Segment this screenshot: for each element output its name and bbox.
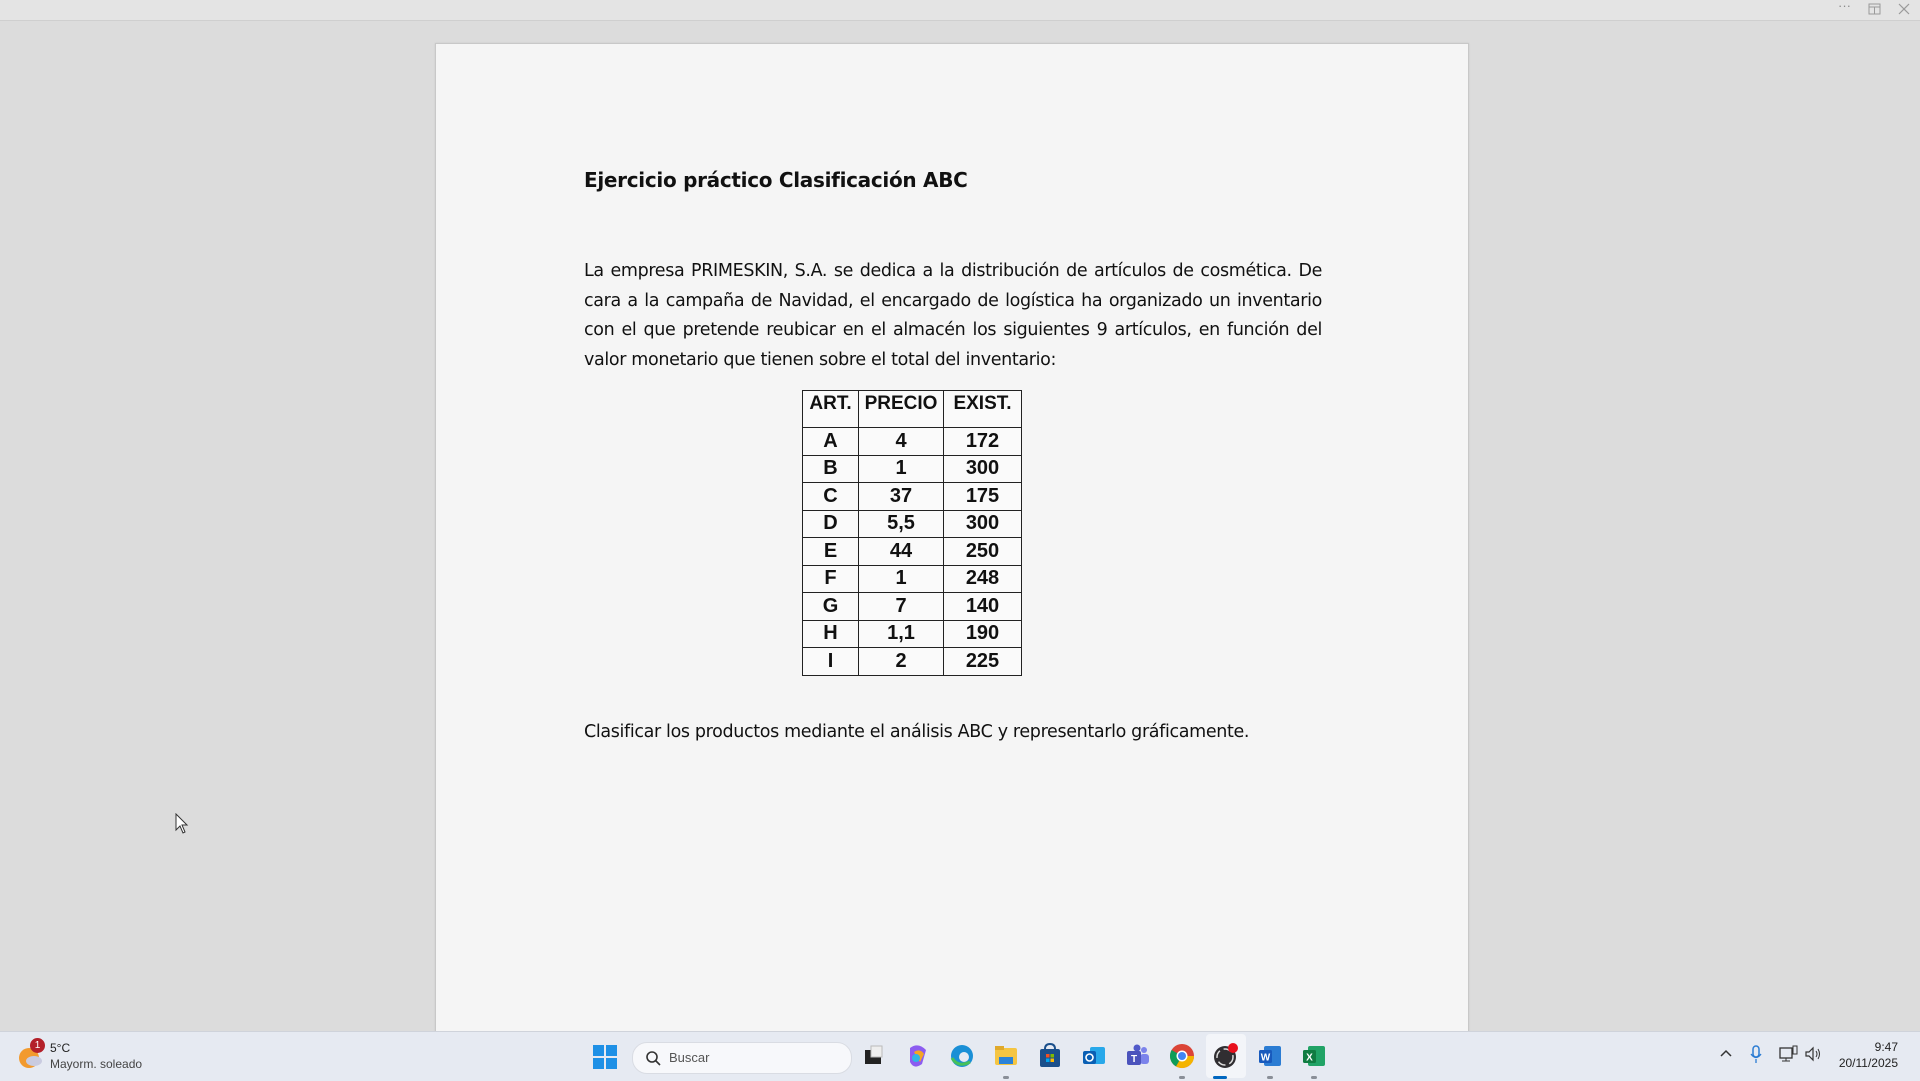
edge-icon[interactable] xyxy=(948,1042,976,1070)
copilot-icon[interactable] xyxy=(904,1042,932,1070)
running-indicator xyxy=(1179,1076,1185,1079)
cell-art: B xyxy=(803,455,859,483)
cell-art: D xyxy=(803,510,859,538)
volume-icon[interactable] xyxy=(1804,1046,1822,1062)
clock-date: 20/11/2025 xyxy=(1838,1056,1898,1070)
chevron-up-icon[interactable] xyxy=(1719,1048,1733,1058)
running-indicator xyxy=(1003,1076,1009,1079)
search-icon xyxy=(645,1050,661,1066)
table-row xyxy=(803,648,1022,676)
clock-time: 9:47 xyxy=(1874,1040,1898,1054)
taskbar xyxy=(0,1031,1920,1081)
teams-icon[interactable] xyxy=(1124,1042,1152,1070)
svg-text:T: T xyxy=(1130,1054,1138,1065)
table-row xyxy=(803,593,1022,621)
svg-text:W: W xyxy=(1260,1052,1271,1064)
more-options-button[interactable]: ··· xyxy=(1838,0,1851,13)
weather-desc: Mayorm. soleado xyxy=(50,1057,143,1071)
cell-precio: 37 xyxy=(859,483,944,511)
header-art: ART. xyxy=(803,391,859,428)
cell-exist: 225 xyxy=(944,648,1022,676)
document-paragraph: La empresa PRIMESKIN, S.A. se dedica a la distribución de artículos de cosmética. De cara a la campaña de Navidad, el encargado de logística ha organizado un inventario con el que pretende reubicar en el almacén los siguientes 9 artículos, en función del valor monetario que tienen sobre el total del inventario: xyxy=(584,261,1322,370)
windows-start-icon[interactable] xyxy=(592,1044,620,1072)
cell-exist: 250 xyxy=(944,538,1022,566)
cell-precio: 1 xyxy=(859,565,944,593)
active-indicator xyxy=(1213,1076,1227,1079)
weather-temp: 5°C xyxy=(50,1041,71,1055)
cell-art: C xyxy=(803,483,859,511)
system-clock[interactable] xyxy=(1839,1039,1898,1071)
cell-art: H xyxy=(803,620,859,648)
table-row xyxy=(803,538,1022,566)
word-icon[interactable] xyxy=(1256,1042,1284,1070)
network-icon[interactable] xyxy=(1779,1045,1799,1063)
cell-art: F xyxy=(803,565,859,593)
table-row xyxy=(803,428,1022,456)
chrome-icon[interactable] xyxy=(1168,1042,1196,1070)
document-page xyxy=(435,43,1469,1035)
cell-precio: 5,5 xyxy=(859,510,944,538)
mouse-cursor-icon xyxy=(175,813,189,835)
file-explorer-icon[interactable] xyxy=(992,1042,1020,1070)
cell-precio: 1 xyxy=(859,455,944,483)
cell-exist: 140 xyxy=(944,593,1022,621)
cell-art: I xyxy=(803,648,859,676)
inventory-table xyxy=(802,390,1022,676)
microphone-icon[interactable] xyxy=(1750,1045,1762,1065)
search-placeholder: Buscar xyxy=(669,1050,710,1065)
cell-exist: 300 xyxy=(944,510,1022,538)
instruction-text: Clasificar los productos mediante el análisis ABC y representarlo gráficamente. xyxy=(584,722,1250,742)
cell-exist: 248 xyxy=(944,565,1022,593)
table-row xyxy=(803,455,1022,483)
cell-precio: 4 xyxy=(859,428,944,456)
cell-exist: 175 xyxy=(944,483,1022,511)
cell-precio: 1,1 xyxy=(859,620,944,648)
cell-art: G xyxy=(803,593,859,621)
outlook-icon[interactable] xyxy=(1080,1042,1108,1070)
cell-exist: 190 xyxy=(944,620,1022,648)
excel-icon[interactable] xyxy=(1300,1042,1328,1070)
window-title-bar xyxy=(0,0,1920,21)
restore-icon[interactable] xyxy=(1868,3,1881,15)
cell-art: A xyxy=(803,428,859,456)
microsoft-store-icon[interactable] xyxy=(1036,1042,1064,1070)
cell-exist: 300 xyxy=(944,455,1022,483)
running-indicator xyxy=(1311,1076,1317,1079)
task-view-icon[interactable] xyxy=(859,1042,887,1070)
cell-precio: 44 xyxy=(859,538,944,566)
cell-precio: 7 xyxy=(859,593,944,621)
svg-text:X: X xyxy=(1306,1052,1313,1064)
notification-badge: 1 xyxy=(30,1038,45,1053)
table-row xyxy=(803,510,1022,538)
table-row xyxy=(803,565,1022,593)
document-title: Ejercicio práctico Clasificación ABC xyxy=(584,168,968,192)
header-exist: EXIST. xyxy=(944,391,1022,428)
obs-studio-icon[interactable] xyxy=(1212,1042,1240,1070)
close-icon[interactable] xyxy=(1898,3,1910,15)
cell-art: E xyxy=(803,538,859,566)
table-row xyxy=(803,483,1022,511)
cell-precio: 2 xyxy=(859,648,944,676)
header-precio: PRECIO xyxy=(859,391,944,428)
table-row xyxy=(803,620,1022,648)
search-box[interactable] xyxy=(632,1042,852,1074)
running-indicator xyxy=(1267,1076,1273,1079)
cell-exist: 172 xyxy=(944,428,1022,456)
table-header-row xyxy=(803,391,1022,428)
